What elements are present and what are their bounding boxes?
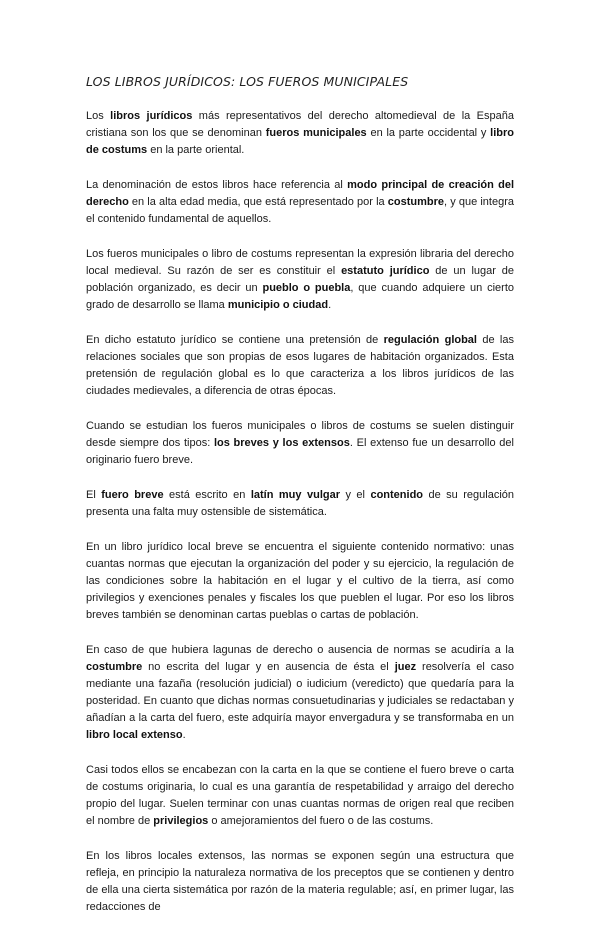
- text-run: está escrito en: [163, 489, 251, 501]
- paragraph: [86, 108, 514, 159]
- document-body: [86, 108, 514, 934]
- text-run: La denominación de estos libros hace referencia al: [86, 179, 348, 191]
- text-run: Los: [86, 110, 111, 122]
- paragraph: [86, 848, 514, 916]
- text-run: en la parte occidental y: [366, 127, 491, 139]
- bold-term: libro de costums: [86, 127, 514, 156]
- paragraph: [86, 246, 514, 314]
- bold-term: latín muy vulgar: [250, 489, 340, 501]
- text-run: En dicho estatuto jurídico se contiene una pretensión de: [86, 334, 384, 346]
- bold-term: los breves y los extensos: [213, 437, 350, 449]
- text-run: de su regulación presenta una falta muy ostensible de sistemática.: [86, 489, 515, 518]
- bold-term: libros jurídicos: [110, 110, 193, 122]
- bold-term: estatuto jurídico: [341, 265, 430, 277]
- text-run: En caso de que hubiera lagunas de derecho o ausencia de normas se acudiría a la: [86, 644, 514, 656]
- paragraph: [86, 487, 514, 521]
- text-run: , que cuando adquiere un cierto grado de desarrollo se llama: [86, 282, 514, 311]
- text-run: En un libro jurídico local breve se encuentra el siguiente contenido normativo: unas cuantas normas que ejecutan la organización del poder y su ejercicio, la regulación de las condiciones sobre la habitación en el lugar y el cultivo de la tierra, así como privilegios y exenciones penales y fiscales los que pueblen el lugar. Por eso los libros breves también se denominan cartas pueblas o cartas de población.: [86, 541, 514, 621]
- bold-term: pueblo o puebla: [262, 282, 351, 294]
- text-run: En los libros locales extensos, las normas se exponen según una estructura que refleja, en principio la naturaleza normativa de los preceptos que se contienen y dentro de ella una cierta sistemática por razón de la materia regulable; así, en primer lugar, las redacciones de: [86, 850, 514, 913]
- bold-term: costumbre: [86, 661, 143, 673]
- text-run: , y que integra el contenido fundamental de aquellos.: [86, 196, 514, 225]
- text-run: Casi todos ellos se encabezan con la carta en la que se contiene el fuero breve o carta de costums originaria, lo cual es una garantía de respetabilidad y arraigo del derecho propio del lugar. Suelen terminar con unas cuantas normas de origen real que reciben el nombre de: [86, 764, 514, 827]
- text-run: resolvería el caso mediante una fazaña (resolución judicial) o iudicium (veredicto) que quedaría para la posteridad. En cuanto que dichas normas consuetudinarias y judiciales se redactaban y añadían a la carta del fuero, este adquiría mayor envergadura y se transformaba en un: [86, 661, 514, 724]
- bold-term: fueros municipales: [265, 127, 367, 139]
- bold-term: municipio o ciudad: [227, 299, 329, 311]
- text-run: .: [182, 729, 186, 741]
- text-run: de un lugar de población organizado, es decir un: [86, 265, 514, 294]
- text-run: Cuando se estudian los fueros municipales o libros de costums se suelen distinguir desde siempre dos tipos:: [86, 420, 514, 449]
- document-title: LOS LIBROS JURÍDICOS: LOS FUEROS MUNICIPALES: [86, 74, 409, 89]
- text-run: no escrita del lugar y en ausencia de ésta el: [142, 661, 395, 673]
- text-run: . El extenso fue un desarrollo del originario fuero breve.: [86, 437, 514, 466]
- text-run: más representativos del derecho altomedieval de la España cristiana son los que se denominan: [86, 110, 514, 139]
- bold-term: modo principal de creación del derecho: [86, 179, 515, 208]
- text-run: El: [86, 489, 102, 501]
- paragraph: [86, 177, 514, 228]
- paragraph: [86, 762, 514, 830]
- paragraph: [86, 418, 514, 469]
- text-run: Los fueros municipales o libro de costums representan la expresión libraria del derecho local medieval. Su razón de ser es constituir el: [86, 248, 514, 277]
- bold-term: costumbre: [387, 196, 445, 208]
- text-run: de las relaciones sociales que son propias de esos lugares de habitación organizados. Esta pretensión de regulación global es lo que caracteriza a los libros jurídicos de las ciudades medievales, a diferencia de otras épocas.: [86, 334, 514, 397]
- bold-term: contenido: [370, 489, 424, 501]
- text-run: .: [328, 299, 332, 311]
- bold-term: fuero breve: [101, 489, 164, 501]
- text-run: en la alta edad media, que está representado por la: [128, 196, 388, 208]
- bold-term: regulación global: [383, 334, 477, 346]
- bold-term: juez: [394, 661, 417, 673]
- text-run: en la parte oriental.: [147, 144, 245, 156]
- text-run: y el: [340, 489, 371, 501]
- paragraph: [86, 642, 514, 744]
- paragraph: [86, 332, 514, 400]
- bold-term: libro local extenso: [86, 729, 183, 741]
- text-run: o amejoramientos del fuero o de las costums.: [208, 815, 434, 827]
- paragraph: [86, 539, 514, 624]
- bold-term: privilegios: [153, 815, 209, 827]
